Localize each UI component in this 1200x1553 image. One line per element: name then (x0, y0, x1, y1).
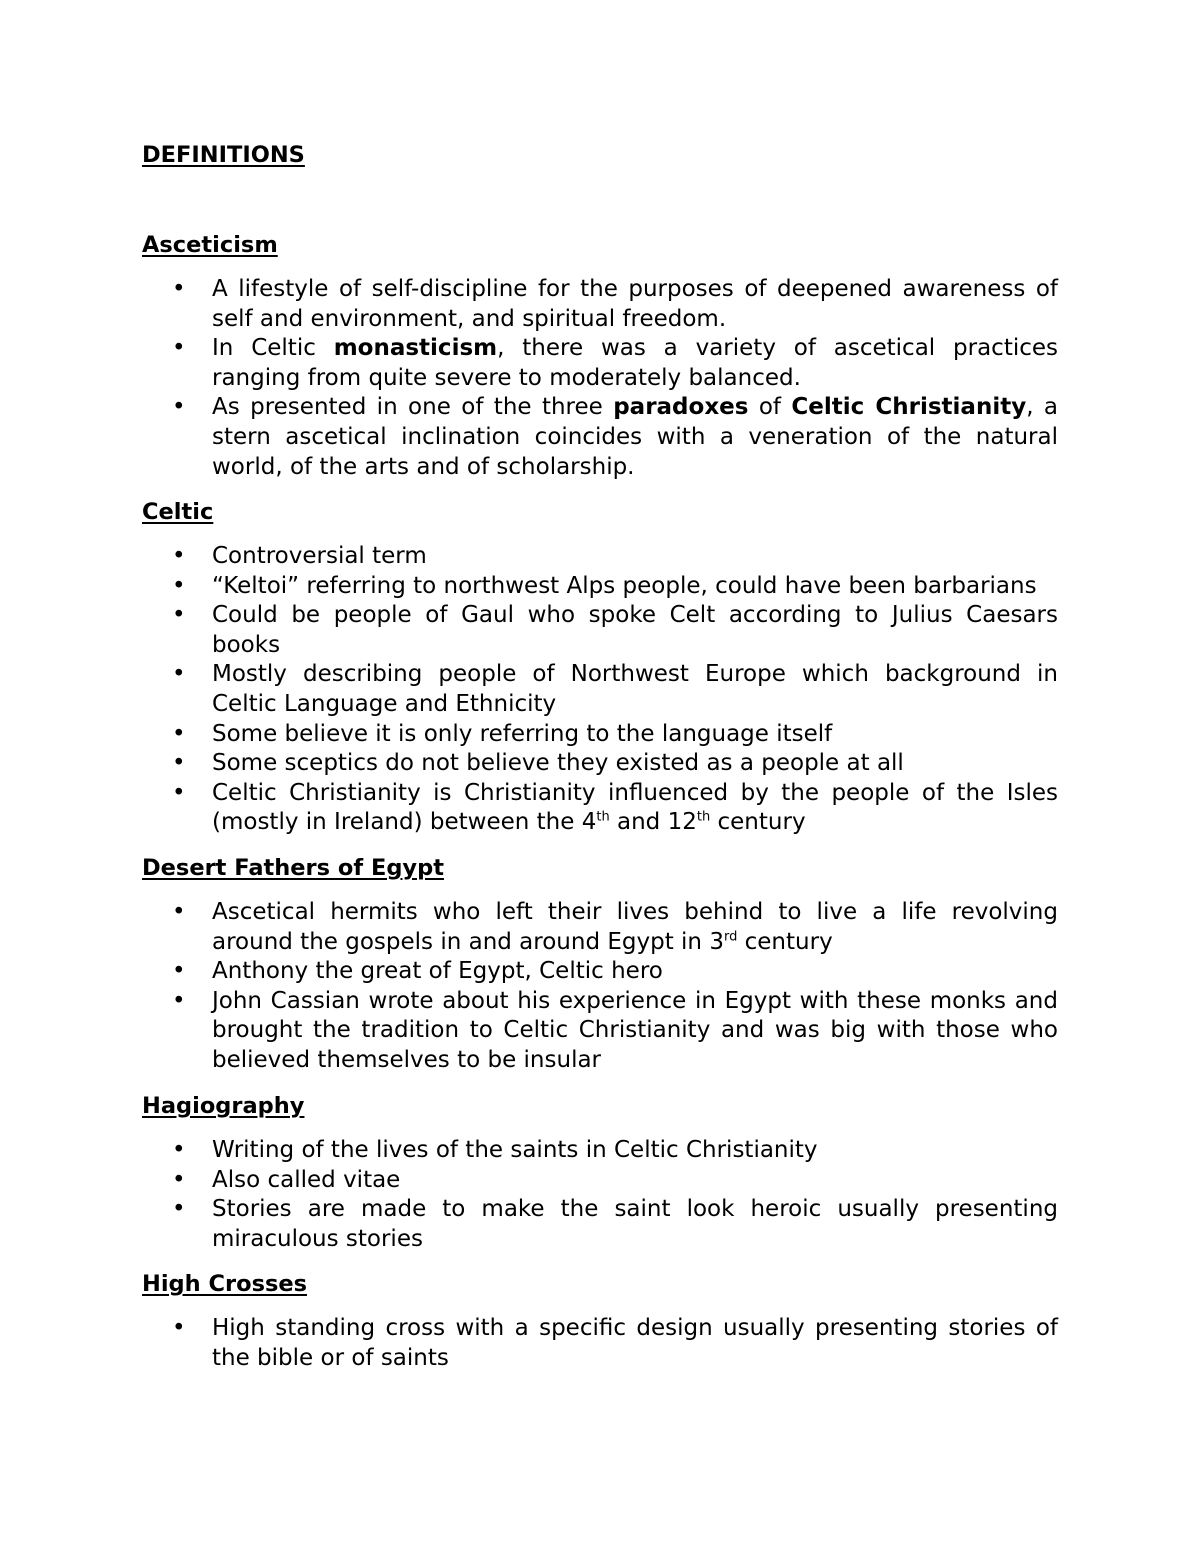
list-item (142, 987, 1058, 1076)
page-title: DEFINITIONS (142, 142, 305, 168)
list-item-text: , there was a variety of ascetical practices ranging from quite severe to moderately balanced. (212, 335, 1059, 391)
section-high-crosses (142, 1269, 1058, 1373)
list-item (142, 542, 1058, 572)
list-item (142, 779, 1058, 838)
list-item-text: In Celtic (212, 335, 334, 362)
section-asceticism (142, 230, 1058, 482)
list-item-text: Controversial term (212, 543, 427, 569)
section-heading-high-crosses: High Crosses (142, 1271, 308, 1297)
list-item (142, 1195, 1058, 1254)
list-item (142, 1136, 1058, 1166)
term-monasticism: monasticism (333, 335, 498, 362)
section-heading-asceticism: Asceticism (142, 232, 278, 258)
list-item-text: As presented in one of the three (212, 394, 614, 421)
section-desert-fathers (142, 853, 1058, 1076)
list-item-text: John Cassian wrote about his experience in Egypt with these monks and brought the tradition to Celtic Christianity and was big with those who believed themselves to be insular (212, 987, 1058, 1073)
list-item-text: “Keltoi” referring to northwest Alps people, could have been barbarians (212, 572, 1037, 599)
list-item (142, 601, 1058, 660)
list-item-text: Stories are made to make the saint look heroic usually presenting miraculous stories (212, 1196, 1058, 1252)
bullet-list-desert-fathers (142, 898, 1058, 1076)
section-heading-hagiography: Hagiography (142, 1093, 305, 1119)
list-item-text: Writing of the lives of the saints in Celtic Christianity (212, 1137, 818, 1163)
superscript: th (696, 809, 711, 825)
list-item (142, 275, 1058, 334)
superscript: rd (723, 928, 738, 944)
section-heading-desert-fathers: Desert Fathers of Egypt (142, 855, 444, 881)
list-item-text: Some believe it is only referring to the language itself (212, 720, 833, 747)
section-celtic (142, 497, 1058, 838)
term-celtic-christianity: Celtic Christianity (791, 394, 1027, 421)
superscript: th (596, 809, 610, 825)
list-item-text: , a stern ascetical inclination coincides with a veneration of the natural world, of the arts and of scholarship. (212, 394, 1059, 480)
list-item-text: and 12 (609, 809, 697, 836)
term-paradoxes: paradoxes (613, 394, 749, 421)
list-item-text: century (737, 928, 833, 955)
section-heading-celtic: Celtic (142, 499, 214, 525)
list-item-text: Some sceptics do not believe they existed as a people at all (212, 750, 904, 777)
list-item (142, 957, 1058, 987)
list-item-text: Celtic Christianity is Christianity influenced by the people of the Isles (mostly in Ireland) between the 4 (212, 779, 1058, 836)
list-item-text: Anthony the great of Egypt, Celtic hero (212, 958, 663, 985)
bullet-list-hagiography (142, 1136, 1058, 1254)
list-item-text: Also called vitae (212, 1166, 401, 1193)
list-item (142, 572, 1058, 602)
list-item-text: Mostly describing people of Northwest Europe which background in Celtic Language and Ethnicity (212, 661, 1058, 717)
bullet-list-high-crosses (142, 1314, 1058, 1373)
list-item (142, 660, 1058, 719)
list-item-text: century (710, 809, 806, 836)
section-hagiography (142, 1091, 1058, 1254)
list-item (142, 1314, 1058, 1373)
list-item (142, 334, 1058, 393)
list-item-text: A lifestyle of self-discipline for the purposes of deepened awareness of self and environment, and spiritual freedom. (212, 276, 1058, 332)
list-item-text: Ascetical hermits who left their lives behind to live a life revolving around the gospels in and around Egypt in 3 (212, 899, 1058, 955)
list-item-text: Could be people of Gaul who spoke Celt according to Julius Caesars books (212, 602, 1058, 658)
bullet-list-asceticism (142, 275, 1058, 482)
list-item (142, 393, 1058, 482)
list-item (142, 720, 1058, 750)
list-item (142, 898, 1058, 957)
list-item (142, 749, 1058, 779)
bullet-list-celtic (142, 542, 1058, 838)
list-item (142, 1166, 1058, 1196)
list-item-text: High standing cross with a specific design usually presenting stories of the bible or of saints (212, 1315, 1058, 1371)
list-item-text: of (748, 394, 792, 421)
